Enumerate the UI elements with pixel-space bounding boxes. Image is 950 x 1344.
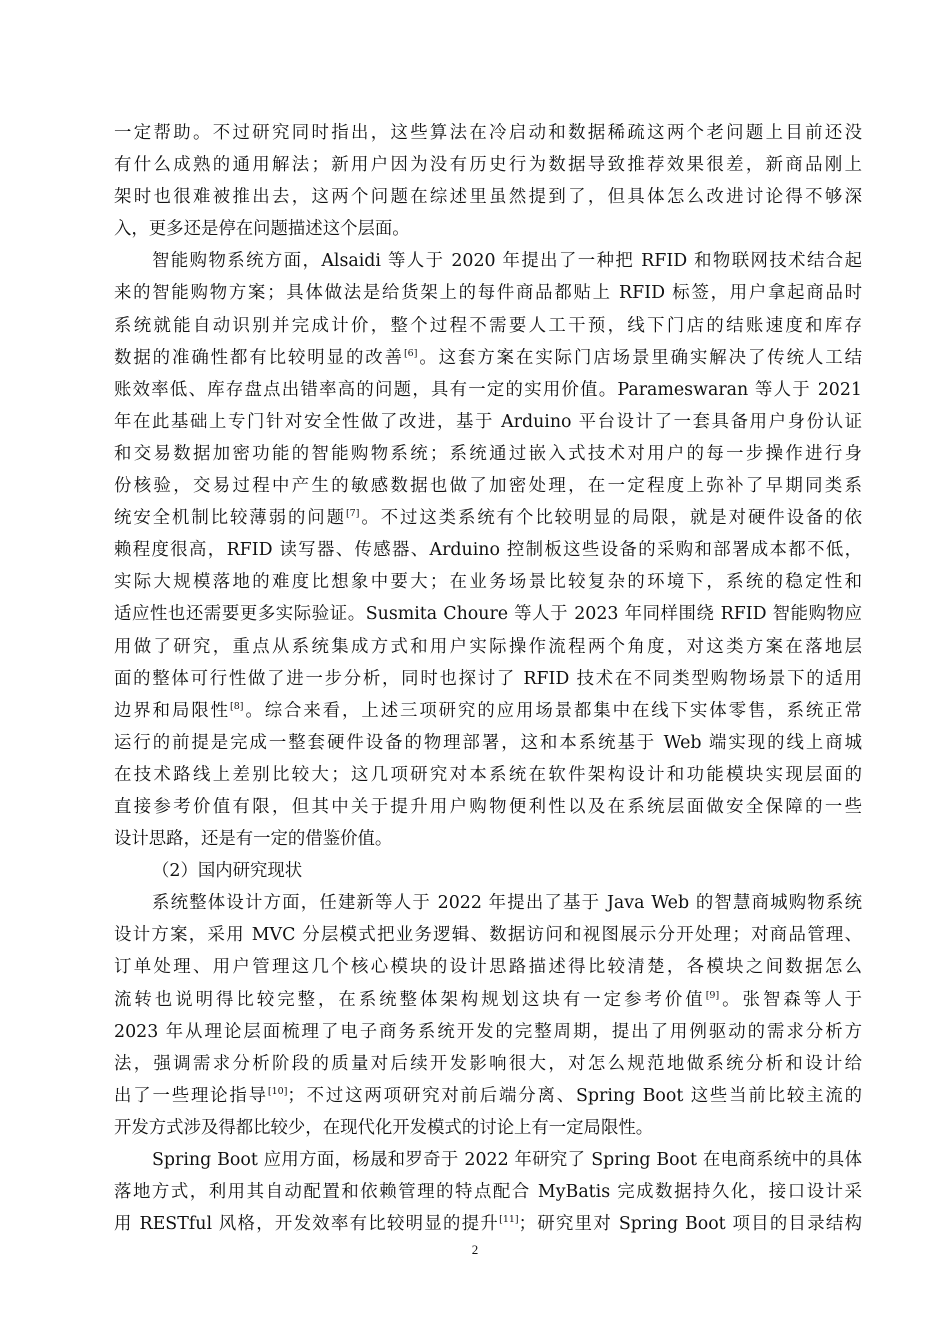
text-line — [114, 984, 862, 1016]
text-run: 出了一些理论指导 — [114, 1085, 268, 1106]
text-run: 份核验，交易过程中产生的敏感数据也做了加密处理，在一定程度上弥补了早期同类系 — [114, 476, 862, 497]
text-line — [114, 1112, 862, 1144]
text-line — [114, 663, 862, 695]
text-run: Spring Boot 应用方面，杨晟和罗奇于 2022 年研究了 Spring Boot 在电商系统中的具体 — [152, 1150, 862, 1170]
text-line — [114, 887, 862, 919]
text-line — [114, 1080, 862, 1112]
text-line — [114, 598, 862, 630]
text-run: 落地方式，利用其自动配置和依赖管理的特点配合 MyBatis 完成数据持久化，接口设计采 — [114, 1182, 862, 1203]
text-run: 有什么成熟的通用解法；新用户因为没有历史行为数据导致推荐效果很差，新商品刚上 — [114, 155, 862, 176]
text-run: 订单处理、用户管理这几个核心模块的设计思路描述得比较清楚，各模块之间数据怎么 — [114, 957, 862, 978]
text-line — [114, 951, 862, 983]
text-run: 开发方式涉及得都比较少，在现代化开发模式的讨论上有一定局限性。 — [114, 1117, 654, 1138]
text-run: 架时也很难被推出去，这两个问题在综述里虽然提到了，但具体怎么改进讨论得不够深 — [114, 187, 862, 208]
text-line — [114, 534, 862, 566]
text-line — [114, 1144, 862, 1176]
text-run: 。张智森等人于 — [719, 989, 862, 1010]
citation-ref: [7] — [345, 508, 360, 520]
citation-ref: [10] — [267, 1086, 288, 1098]
text-run: 数据的准确性都有比较明显的改善 — [114, 347, 404, 368]
text-run: 边界和局限性 — [114, 700, 230, 721]
text-run: 系统就能自动识别并完成计价，整个过程不需要人工干预，线下门店的结账速度和库存 — [114, 315, 862, 336]
page-number: 2 — [471, 1242, 479, 1257]
text-run: 。综合来看，上述三项研究的应用场景都集中在线下实体零售，系统正常 — [243, 700, 862, 721]
text-line — [114, 566, 862, 598]
text-run: 设计思路，还是有一定的借鉴价值。 — [114, 829, 393, 850]
text-line — [114, 342, 862, 374]
text-run: 。这套方案在实际门店场景里确实解决了传统人工结 — [417, 347, 862, 368]
text-line — [114, 181, 862, 213]
text-line — [114, 855, 862, 887]
text-line — [114, 213, 862, 245]
text-run: 在技术路线上差别比较大；这几项研究对本系统在软件架构设计和功能模块实现层面的 — [114, 764, 862, 785]
text-line — [114, 502, 862, 534]
text-run: 统安全机制比较薄弱的问题 — [114, 508, 346, 529]
text-line — [114, 791, 862, 823]
text-run: 年在此基础上专门针对安全性做了改进，基于 Arduino 平台设计了一套具备用户身份认证 — [114, 411, 862, 432]
text-run: 和交易数据加密功能的智能购物系统；系统通过嵌入式技术对用户的每一步操作进行身 — [114, 443, 862, 464]
text-run: 一定帮助。不过研究同时指出，这些算法在冷启动和数据稀疏这两个老问题上目前还没 — [114, 123, 862, 143]
text-line — [114, 823, 862, 855]
text-line — [114, 1016, 862, 1048]
text-run: 入，更多还是停在问题描述这个层面。 — [114, 219, 410, 240]
text-line — [114, 759, 862, 791]
text-line — [114, 438, 862, 470]
text-line — [114, 470, 862, 502]
text-run: 用做了研究，重点从系统集成方式和用户实际操作流程两个角度，对这类方案在落地层 — [114, 636, 862, 657]
text-run: 设计方案，采用 MVC 分层模式把业务逻辑、数据访问和视图展示分开处理；对商品管理、 — [114, 925, 862, 946]
text-line — [114, 310, 862, 342]
text-run: ；不过这两项研究对前后端分离、Spring Boot 这些当前比较主流的 — [287, 1085, 862, 1106]
text-run: （2）国内研究现状 — [152, 861, 303, 882]
text-line — [114, 117, 862, 149]
citation-ref: [8] — [229, 700, 244, 712]
text-line — [114, 695, 862, 727]
text-line — [114, 631, 862, 663]
text-run: 面的整体可行性做了进一步分析，同时也探讨了 RFID 技术在不同类型购物场景下的适用 — [114, 668, 862, 689]
text-run: 系统整体设计方面，任建新等人于 2022 年提出了基于 Java Web 的智慧商城购物系统 — [152, 893, 862, 914]
text-run: 来的智能购物方案；具体做法是给货架上的每件商品都贴上 RFID 标签，用户拿起商品时 — [114, 283, 862, 304]
text-run: 智能购物系统方面，Alsaidi 等人于 2020 年提出了一种把 RFID 和物联网技术结合起 — [152, 251, 862, 272]
citation-ref: [6] — [403, 347, 418, 359]
text-line — [114, 277, 862, 309]
text-run: 运行的前提是完成一整套硬件设备的物理部署，这和本系统基于 Web 端实现的线上商城 — [114, 732, 862, 753]
text-run: 赖程度很高，RFID 读写器、传感器、Arduino 控制板这些设备的采购和部署成本都不低， — [114, 540, 862, 561]
text-run: 法，强调需求分析阶段的质量对后续开发影响很大，对怎么规范地做系统分析和设计给 — [114, 1053, 862, 1074]
citation-ref: [9] — [705, 989, 720, 1001]
text-line — [114, 1048, 862, 1080]
citation-ref: [11] — [499, 1214, 519, 1226]
text-run: 流转也说明得比较完整，在系统整体架构规划这块有一定参考价值 — [114, 989, 706, 1010]
body-text — [114, 117, 862, 1240]
text-run: 用 RESTful 风格，开发效率有比较明显的提升 — [114, 1214, 500, 1235]
text-line — [114, 919, 862, 951]
text-run: 账效率低、库存盘点出错率高的问题，具有一定的实用价值。Parameswaran 等人于 2021 — [114, 379, 862, 400]
text-line — [114, 1208, 862, 1240]
text-line — [114, 727, 862, 759]
text-run: ；研究里对 Spring Boot 项目的目录结构 — [518, 1214, 862, 1235]
text-line — [114, 406, 862, 438]
text-run: 实际大规模落地的难度比想象中要大；在业务场景比较复杂的环境下，系统的稳定性和 — [114, 572, 862, 593]
text-run: 直接参考价值有限，但其中关于提升用户购物便利性以及在系统层面做安全保障的一些 — [114, 796, 862, 817]
text-run: 适应性也还需要更多实际验证。Susmita Choure 等人于 2023 年同样围绕 RFID 智能购物应 — [114, 604, 862, 625]
text-line — [114, 245, 862, 277]
text-run: 2023 年从理论层面梳理了电子商务系统开发的完整周期，提出了用例驱动的需求分析方 — [114, 1021, 862, 1042]
text-run: 。不过这类系统有个比较明显的局限，就是对硬件设备的依 — [359, 508, 862, 529]
text-line — [114, 374, 862, 406]
text-line — [114, 1176, 862, 1208]
text-line — [114, 149, 862, 181]
